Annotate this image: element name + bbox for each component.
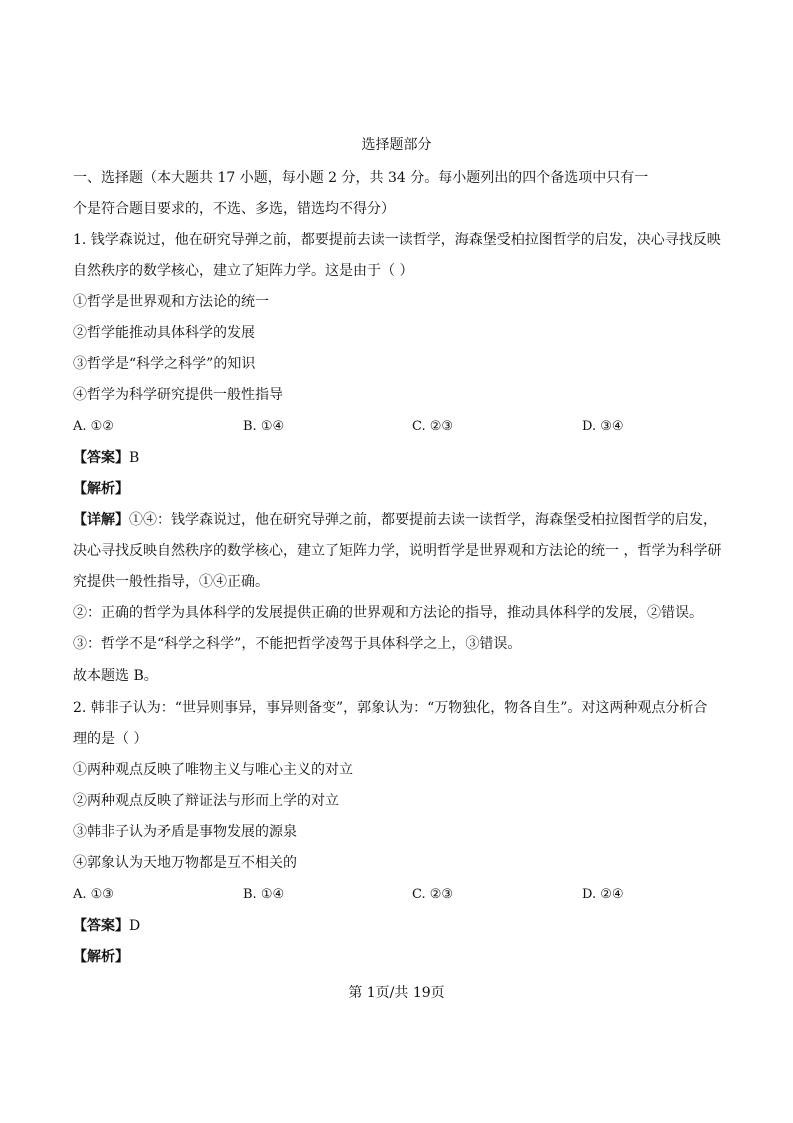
q2-answer-label: 【答案】 — [73, 918, 129, 934]
q1-answer-value: B — [129, 450, 140, 466]
q2-option-c: C. ②③ — [412, 887, 454, 902]
q1-stem-line-1: 1. 钱学森说过，他在研究导弹之前，都要提前去读一读哲学，海森堡受柏拉图哲学的启发，决心寻找反映 — [73, 232, 721, 248]
q2-option-d: D. ②④ — [582, 887, 624, 902]
q1-option-c: C. ②③ — [412, 419, 454, 434]
q2-stem-line-2: 理的是（ ） — [73, 731, 148, 747]
q2-item-4: ④郭象认为天地万物都是互不相关的 — [73, 855, 297, 871]
q1-detail-label: 【详解】 — [73, 512, 129, 528]
q1-item-4: ④哲学为科学研究提供一般性指导 — [73, 387, 283, 403]
q2-stem-line-1: 2. 韩非子认为：“世异则事异，事异则备变”，郭象认为：“万物独化，物各自生”。对这两种观点分析合 — [73, 700, 708, 716]
q2-analysis-label: 【解析】 — [73, 949, 129, 965]
q1-option-a: A. ①② — [73, 419, 114, 434]
q1-answer — [73, 448, 139, 468]
q2-answer — [73, 916, 140, 936]
q1-detail-line-3: 究提供一般性指导，①④正确。 — [73, 574, 269, 590]
q2-item-3: ③韩非子认为矛盾是事物发展的源泉 — [73, 824, 297, 840]
q2-option-a: A. ①③ — [73, 887, 114, 902]
q1-detail-line-1 — [73, 510, 717, 530]
q1-item-3: ③哲学是“科学之科学”的知识 — [73, 356, 256, 372]
q1-analysis-label: 【解析】 — [73, 481, 129, 497]
q1-conclusion: 故本题选 B。 — [73, 668, 158, 684]
q2-option-b: B. ①④ — [243, 887, 285, 902]
q1-item-2: ②哲学能推动具体科学的发展 — [73, 325, 255, 341]
q2-item-2: ②两种观点反映了辩证法与形而上学的对立 — [73, 793, 339, 809]
q1-option-b: B. ①④ — [243, 419, 285, 434]
instructions-line-2: 个是符合题目要求的，不选、多选，错选均不得分） — [73, 201, 395, 217]
page-footer: 第 1页/共 19页 — [348, 985, 445, 1001]
q2-answer-value: D — [129, 918, 141, 934]
instructions-line-1: 一、选择题（本大题共 17 小题，每小题 2 分，共 34 分。每小题列出的四个备选项中只有一 — [73, 170, 649, 186]
q1-detail-line-2: 决心寻找反映自然秩序的数学核心，建立了矩阵力学，说明哲学是世界观和方法论的统一 ，哲学为科学研 — [73, 543, 722, 559]
q1-option-d: D. ③④ — [582, 419, 624, 434]
q2-item-1: ①两种观点反映了唯物主义与唯心主义的对立 — [73, 762, 353, 778]
q1-detail-line-5: ③：哲学不是“科学之科学”，不能把哲学凌驾于具体科学之上，③错误。 — [73, 636, 522, 652]
q1-item-1: ①哲学是世界观和方法论的统一 — [73, 294, 269, 310]
q1-stem-line-2: 自然秩序的数学核心，建立了矩阵力学。这是由于（ ） — [73, 263, 414, 279]
q1-answer-label: 【答案】 — [73, 450, 129, 466]
section-title: 选择题部分 — [361, 137, 432, 153]
q1-detail-text-1: ①④：钱学森说过，他在研究导弹之前，都要提前去读一读哲学，海森堡受柏拉图哲学的启发， — [129, 512, 717, 528]
q1-detail-line-4: ②：正确的哲学为具体科学的发展提供正确的世界观和方法论的指导，推动具体科学的发展，②错误。 — [73, 605, 703, 621]
